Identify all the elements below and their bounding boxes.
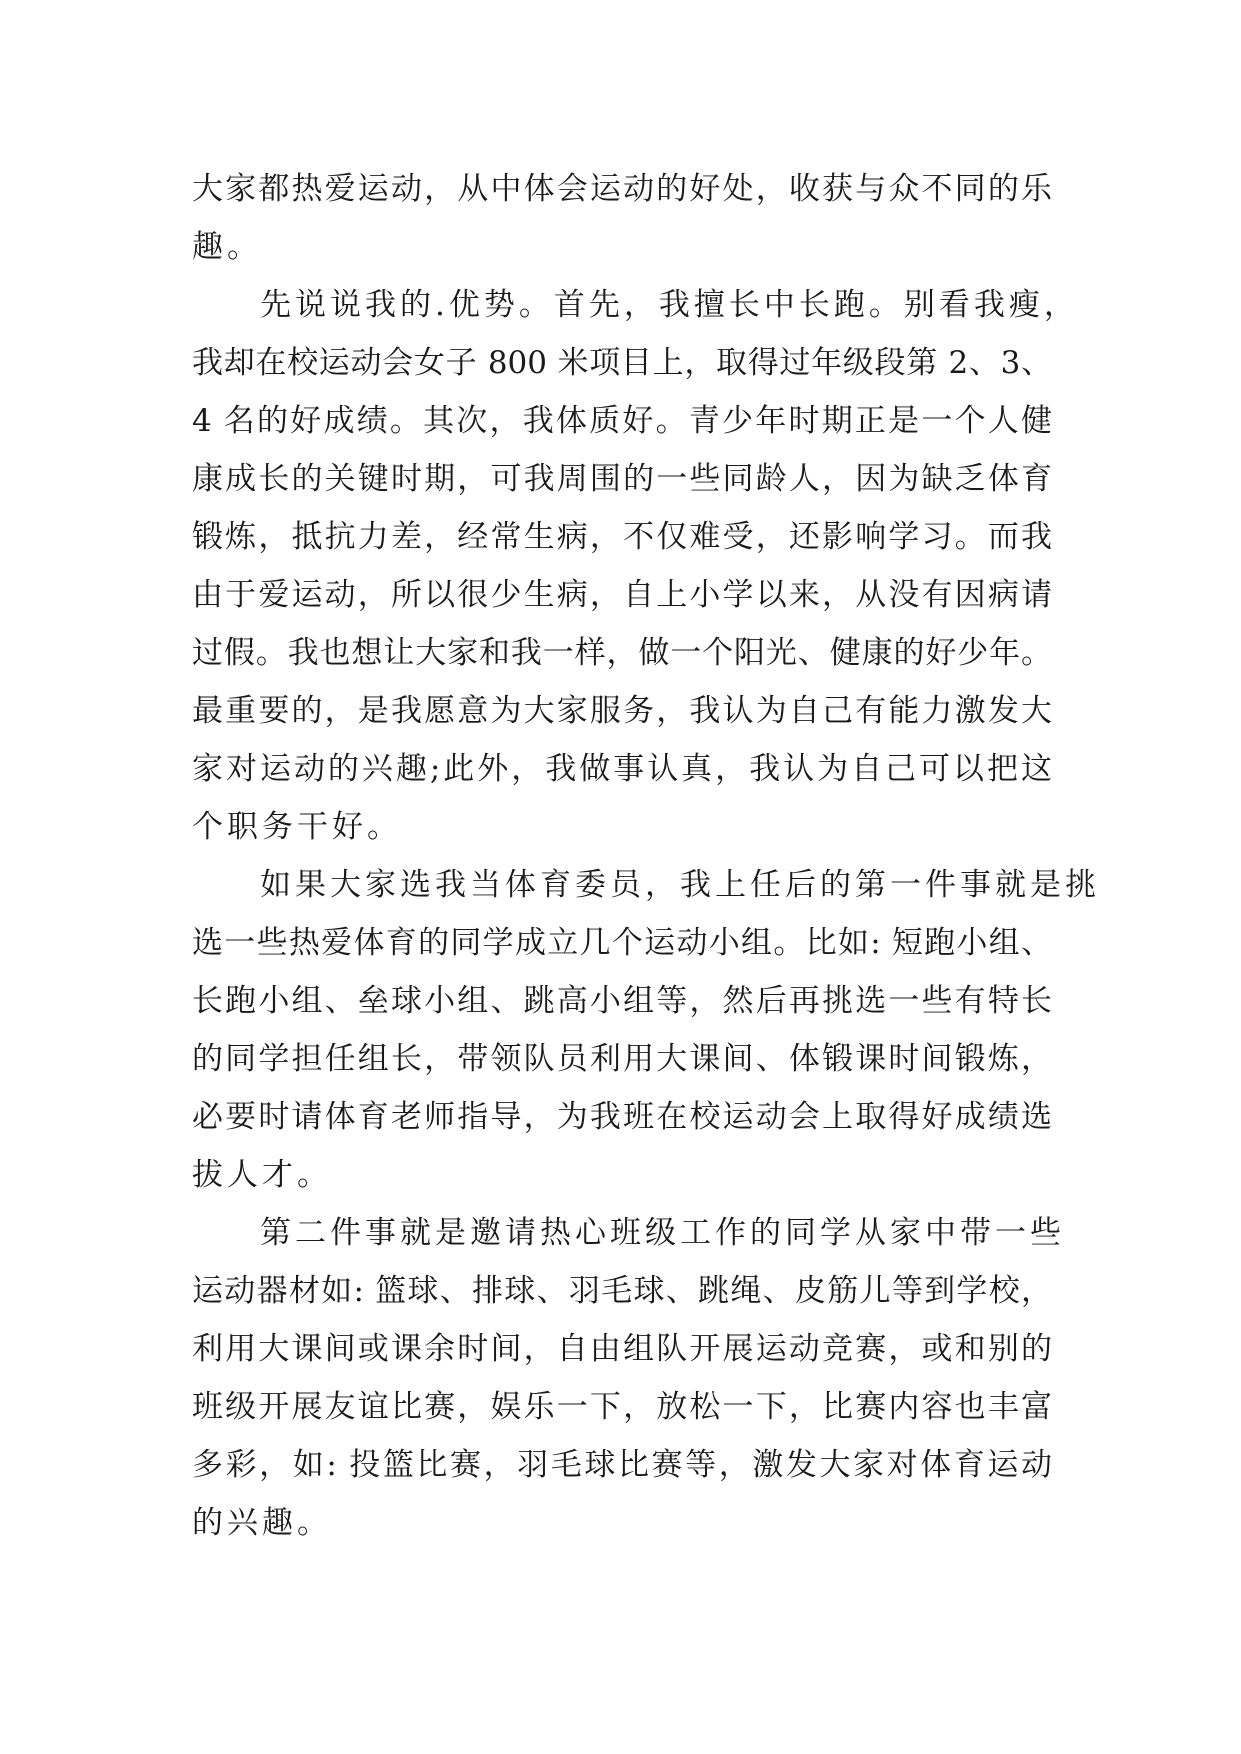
text-line: 必要时请体育老师指导，为我班在校运动会上取得好成绩选 <box>192 1099 1052 1135</box>
text-line: 多彩，如: 投篮比赛，羽毛球比赛等，激发大家对体育运动 <box>192 1447 1052 1483</box>
paragraph-3 <box>192 856 1100 1204</box>
text-line: 选一些热爱体育的同学成立几个运动小组。比如: 短跑小组、 <box>192 925 1052 961</box>
text-line: 班级开展友谊比赛，娱乐一下，放松一下，比赛内容也丰富 <box>192 1389 1052 1425</box>
text-line: 拔人才。 <box>192 1157 332 1193</box>
document-body <box>192 160 1100 1552</box>
text-line: 过假。我也想让大家和我一样，做一个阳光、健康的好少年。 <box>192 635 1052 671</box>
text-line: 锻炼，抵抗力差，经常生病，不仅难受，还影响学习。而我 <box>192 519 1052 555</box>
paragraph-4 <box>192 1204 1065 1552</box>
paragraph-1 <box>192 160 1052 276</box>
text-line: 趣。 <box>192 229 262 265</box>
text-line: 大家都热爱运动，从中体会运动的好处，收获与众不同的乐 <box>192 171 1052 207</box>
text-line: 的同学担任组长，带领队员利用大课间、体锻课时间锻炼， <box>192 1041 1052 1077</box>
text-line: 个职务干好。 <box>192 809 402 845</box>
text-line: 第二件事就是邀请热心班级工作的同学从家中带一些 <box>260 1215 1065 1251</box>
text-line: 由于爱运动，所以很少生病，自上小学以来，从没有因病请 <box>192 577 1052 613</box>
text-line: 最重要的，是我愿意为大家服务，我认为自己有能力激发大 <box>192 693 1052 729</box>
text-line: 4 名的好成绩。其次，我体质好。青少年时期正是一个人健 <box>192 403 1052 439</box>
text-line: 利用大课间或课余时间，自由组队开展运动竞赛，或和别的 <box>192 1331 1052 1367</box>
paragraph-2 <box>192 276 1079 856</box>
text-line: 家对运动的兴趣;此外，我做事认真，我认为自己可以把这 <box>192 751 1052 787</box>
text-line: 的兴趣。 <box>192 1505 332 1541</box>
text-line: 先说说我的.优势。首先，我擅长中长跑。别看我瘦， <box>260 287 1079 323</box>
text-line: 我却在校运动会女子 800 米项目上，取得过年级段第 2、3、 <box>192 345 1052 381</box>
text-line: 如果大家选我当体育委员，我上任后的第一件事就是挑 <box>260 867 1100 903</box>
text-line: 康成长的关键时期，可我周围的一些同龄人，因为缺乏体育 <box>192 461 1052 497</box>
text-line: 长跑小组、垒球小组、跳高小组等，然后再挑选一些有特长 <box>192 983 1052 1019</box>
text-line: 运动器材如: 篮球、排球、羽毛球、跳绳、皮筋儿等到学校， <box>192 1273 1052 1309</box>
